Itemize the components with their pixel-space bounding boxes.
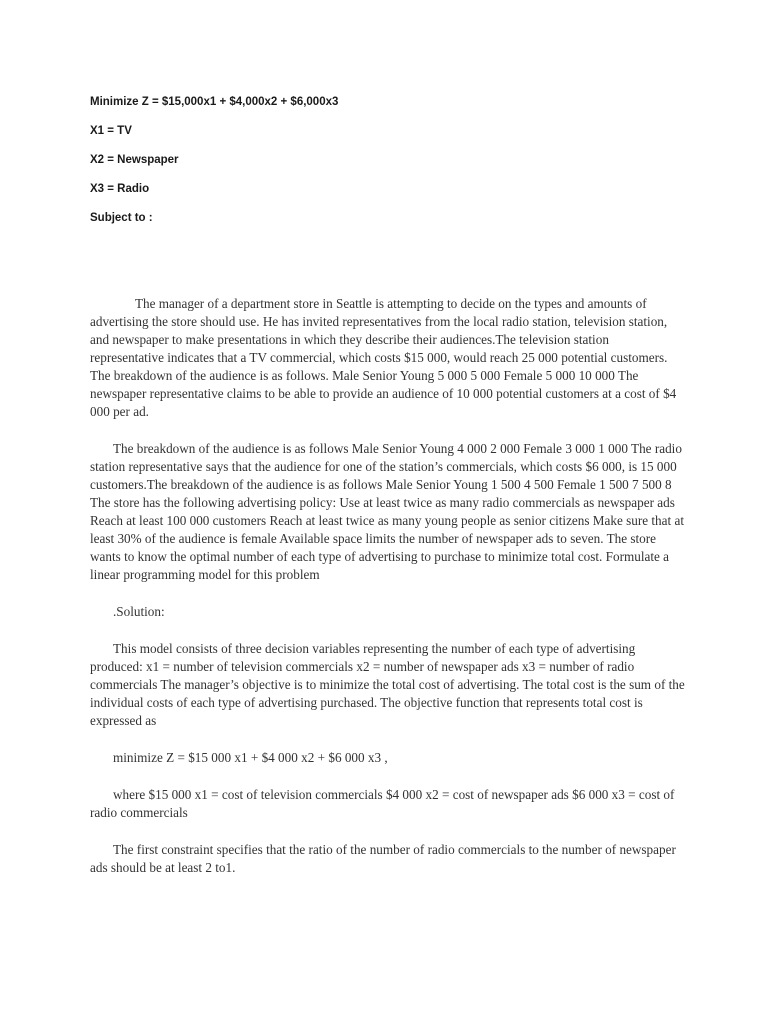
objective-function: Minimize Z = $15,000x1 + $4,000x2 + $6,000x3 bbox=[90, 96, 339, 108]
problem-text bbox=[90, 295, 685, 896]
variable-x1: X1 = TV bbox=[90, 125, 132, 137]
cost-definitions: where $15 000 x1 = cost of television commercials $4 000 x2 = cost of newspaper ads $6 000 x3 = cost of radio commercials bbox=[90, 787, 675, 820]
variable-x3: X3 = Radio bbox=[90, 183, 150, 195]
lp-model-header bbox=[90, 93, 710, 238]
first-constraint-paragraph: The first constraint specifies that the ratio of the number of radio commercials to the number of newspaper ads should be at least 2 to1. bbox=[90, 842, 676, 875]
objective-formula: minimize Z = $15 000 x1 + $4 000 x2 + $6 000 x3 , bbox=[113, 750, 388, 765]
subject-to-label: Subject to : bbox=[90, 212, 153, 224]
solution-heading: .Solution: bbox=[113, 604, 165, 619]
problem-paragraph-1: The manager of a department store in Seattle is attempting to decide on the types and amounts of advertising the store should use. He has invited representatives from the local radio station, television station, and newspaper to make presentations in which they describe their audiences.The television station representative indicates that a TV commercial, which costs $15 000, would reach 25 000 potential customers. The breakdown of the audience is as follows. Male Senior Young 5 000 5 000 Female 5 000 10 000 The newspaper representative claims to be able to provide an audience of 10 000 potential customers at a cost of $4 000 per ad. bbox=[90, 296, 677, 419]
solution-paragraph-1: This model consists of three decision variables representing the number of each type of advertising produced: x1 = number of television commercials x2 = number of newspaper ads x3 = number of radio commercials The manager’s objective is to minimize the total cost of advertising. The total cost is the sum of the individual costs of each type of advertising purchased. The objective function that represents total cost is expressed as bbox=[90, 641, 685, 728]
variable-x2: X2 = Newspaper bbox=[90, 154, 179, 166]
problem-paragraph-2: The breakdown of the audience is as follows Male Senior Young 4 000 2 000 Female 3 000 1 000 The radio station representative says that the audience for one of the station’s commercials, which costs $6 000, is 15 000 customers.The breakdown of the audience is as follows Male Senior Young 1 500 4 500 Female 1 500 7 500 8 The store has the following advertising policy: Use at least twice as many radio commercials as newspaper ads Reach at least 100 000 customers Reach at least twice as many young people as senior citizens Make sure that at least 30% of the audience is female Available space limits the number of newspaper ads to seven. The store wants to know the optimal number of each type of advertising to purchase to minimize total cost. Formulate a linear programming model for this problem bbox=[90, 441, 684, 582]
